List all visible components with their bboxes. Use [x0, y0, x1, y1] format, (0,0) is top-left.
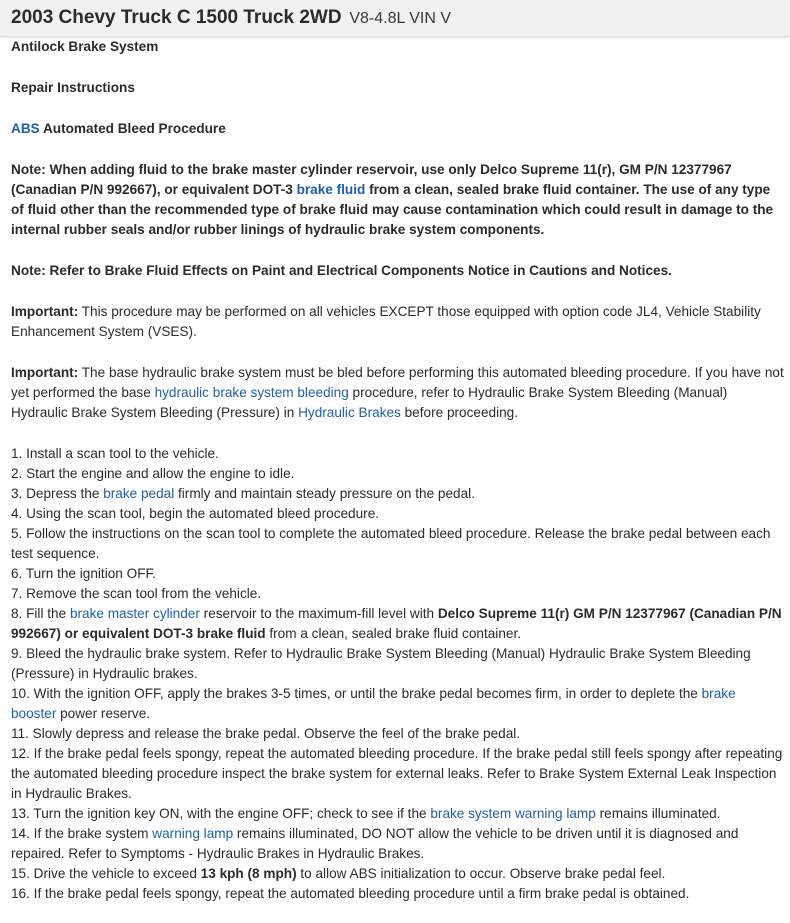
step-14: 14. If the brake system warning lamp remains illuminated, DO NOT allow the vehicle to be driven until it is diagnosed and repaired. Refer to Symptoms - Hydraulic Brakes in Hydraulic Brakes.	[11, 826, 739, 861]
brake-fluid-link[interactable]: brake fluid	[296, 182, 366, 197]
procedure-heading: ABS Automated Bleed Procedure	[11, 121, 226, 136]
page-header	[0, 0, 790, 37]
step-5: 5. Follow the instructions on the scan tool to complete the automated bleed procedure. Release the brake pedal between each test sequence.	[11, 526, 771, 561]
important-base-bleed: Important: The base hydraulic brake system must be bled before performing this automated bleeding procedure. If you have not yet performed the base hydraulic brake system bleeding procedure, refer to Hydraulic Brake System Bleeding (Manual) Hydraulic Brake System Bleeding (Pressure) in Hydraulic Brakes before proceeding.	[11, 365, 784, 420]
section-title: Antilock Brake System	[11, 39, 159, 54]
step-13: 13. Turn the ignition key ON, with the engine OFF; check to see if the brake system warning lamp remains illuminated.	[11, 806, 721, 821]
document-body	[0, 37, 790, 904]
important-vses: Important: This procedure may be performed on all vehicles EXCEPT those equipped with option code JL4, Vehicle Stability Enhancement System (VSES).	[11, 304, 761, 339]
step-15: 15. Drive the vehicle to exceed 13 kph (8 mph) to allow ABS initialization to occur. Observe brake pedal feel.	[11, 866, 666, 881]
step-16: 16. If the brake pedal feels spongy, repeat the automated bleeding procedure until a firm brake pedal is obtained.	[11, 886, 690, 901]
step-10: 10. With the ignition OFF, apply the brakes 3-5 times, or until the brake pedal becomes firm, in order to deplete the brake booster power reserve.	[11, 686, 736, 721]
warning-lamp-link[interactable]: warning lamp	[152, 826, 234, 841]
abs-link[interactable]: ABS	[11, 121, 40, 136]
vehicle-title: 2003 Chevy Truck C 1500 Truck 2WD	[11, 7, 342, 28]
hydraulic-brakes-link[interactable]: Hydraulic Brakes	[298, 405, 401, 420]
step-2: 2. Start the engine and allow the engine to idle.	[11, 466, 295, 481]
step-9: 9. Bleed the hydraulic brake system. Refer to Hydraulic Brake System Bleeding (Manual) Hydraulic Brake System Bleeding (Pressure) in Hydraulic brakes.	[11, 646, 751, 681]
note-fluid: Note: When adding fluid to the brake master cylinder reservoir, use only Delco Supreme 11(r), GM P/N 12377967 (Canadian P/N 992667), or equivalent DOT-3 brake fluid from a clean, sealed brake fluid container. The use of any type of fluid other than the recommended type of brake fluid may cause contamination which could result in damage to the internal rubber seals and/or rubber linings of hydraulic brake system components.	[11, 162, 774, 237]
brake-booster-link[interactable]: brake booster	[11, 686, 736, 721]
step-1: 1. Install a scan tool to the vehicle.	[11, 446, 219, 461]
step-8: 8. Fill the brake master cylinder reservoir to the maximum-fill level with Delco Supreme 11(r) GM P/N 12377967 (Canadian P/N 992667) or equivalent DOT-3 brake fluid from a clean, sealed brake fluid container.	[11, 606, 782, 641]
step-3: 3. Depress the brake pedal firmly and maintain steady pressure on the pedal.	[11, 486, 475, 501]
step-6: 6. Turn the ignition OFF.	[11, 566, 157, 581]
step-12: 12. If the brake pedal feels spongy, repeat the automated bleeding procedure. If the brake pedal still feels spongy after repeating the automated bleeding procedure inspect the brake system for external leaks. Refer to Brake System External Leak Inspection in Hydraulic Brakes.	[11, 746, 783, 801]
note-paint: Note: Refer to Brake Fluid Effects on Paint and Electrical Components Notice in Cautions and Notices.	[11, 263, 672, 278]
step-4: 4. Using the scan tool, begin the automated bleed procedure.	[11, 506, 380, 521]
procedure-steps	[11, 444, 784, 904]
brake-pedal-link[interactable]: brake pedal	[103, 486, 175, 501]
step-7: 7. Remove the scan tool from the vehicle.	[11, 586, 262, 601]
engine-subtitle: V8-4.8L VIN V	[349, 10, 452, 27]
brake-system-warning-lamp-link[interactable]: brake system warning lamp	[430, 806, 596, 821]
hydraulic-brake-system-bleeding-link[interactable]: hydraulic brake system bleeding	[154, 385, 349, 400]
subsection-title: Repair Instructions	[11, 80, 135, 95]
brake-master-cylinder-link[interactable]: brake master cylinder	[69, 606, 200, 621]
step-11: 11. Slowly depress and release the brake pedal. Observe the feel of the brake pedal.	[11, 726, 521, 741]
